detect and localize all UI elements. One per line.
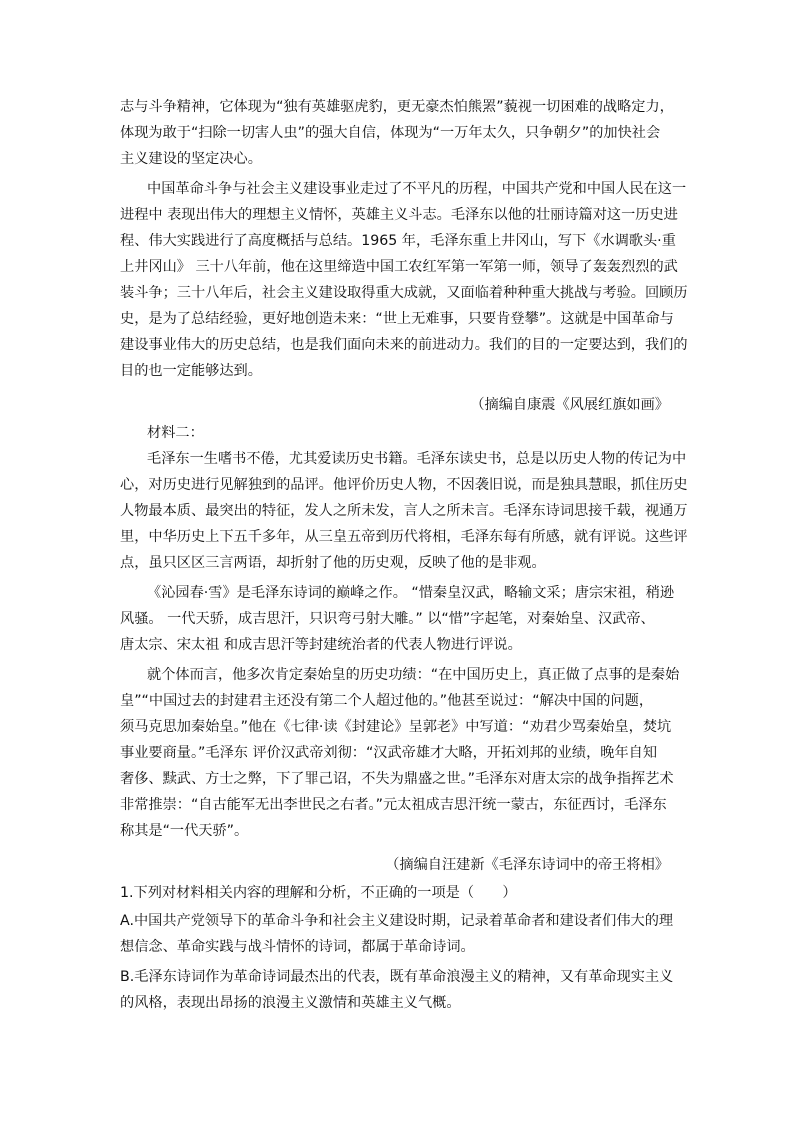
paragraph-line: 体现为敢于“扫除一切害人虫”的强大自信，体现为“一万年太久，只争朝夕”的加快社会 — [120, 125, 661, 141]
paragraph-line: 建设事业伟大的历史总结，也是我们面向未来的前进动力。我们的目的一定要达到，我们的 — [120, 337, 688, 353]
paragraph-line: 就个体而言，他多次肯定秦始皇的历史功绩：“在中国历史上，真正做了点事的是秦始 — [147, 667, 680, 683]
paragraph-line: 志与斗争精神，它体现为“独有英雄驱虎豹，更无豪杰怕熊罴”藐视一切困难的战略定力， — [120, 99, 674, 115]
paragraph-line: 事业要商量。”毛泽东 评价汉武帝刘彻：“汉武帝雄才大略，开拓刘邦的业绩，晚年自知 — [120, 745, 658, 761]
paragraph-line: 称其是“一代天骄”。 — [120, 823, 249, 839]
option-b: 的风格，表现出昂扬的浪漫主义激情和英雄主义气概。 — [120, 995, 461, 1011]
paragraph-line: 《沁园春·雪》是毛泽东诗词的巅峰之作。 “惜秦皇汉武，略输文采；唐宗宋祖，稍逊 — [147, 585, 675, 601]
option-a: 想信念、革命实践与战斗情怀的诗词，都属于革命诗词。 — [120, 939, 475, 955]
paragraph-line: 奢侈、黩武、方士之弊，下了罪己诏，不失为鼎盛之世。”毛泽东对唐太宗的战争指挥艺术 — [120, 771, 674, 787]
paragraph-line: 毛泽东一生嗜书不倦，尤其爱读历史书籍。毛泽东读史书，总是以历史人物的传记为中 — [147, 451, 687, 467]
paragraph-line: 须马克思加秦始皇。”他在《七律·读《封建论》呈郭老》中写道：“劝君少骂秦始皇，焚坑 — [120, 719, 672, 735]
paragraph-line: 中国革命斗争与社会主义建设事业走过了不平凡的历程，中国共产党和中国人民在这一 — [147, 181, 687, 197]
paragraph-line: 目的也一定能够达到。 — [120, 363, 262, 379]
paragraph-line: 唐太宗、宋太祖 和成吉思汗等封建统治者的代表人物进行评说。 — [120, 637, 522, 653]
source-citation: （摘编自汪建新《毛泽东诗词中的帝王将相》 — [385, 857, 669, 873]
paragraph-line: 程、伟大实践进行了高度概括与总结。1965 年，毛泽东重上井冈山，写下《水调歌头·重 — [120, 233, 676, 249]
option-b: B.毛泽东诗词作为革命诗词最杰出的代表，既有革命浪漫主义的精神，又有革命现实主义 — [120, 969, 674, 985]
paragraph-line: 主义建设的坚定决心。 — [120, 151, 262, 167]
paragraph-line: 史，是为了总结经验，更好地创造未来：“世上无难事，只要肯登攀”。这就是中国革命与 — [120, 311, 674, 327]
source-citation: （摘编自康震《风展红旗如画》 — [470, 397, 669, 413]
paragraph-line: 上井冈山》 三十八年前，他在这里缔造中国工农红军第一军第一师，领导了轰轰烈烈的武 — [120, 259, 678, 275]
paragraph-line: 里，中华历史上下五千多年，从三皇五帝到历代将相，毛泽东每有所感，就有评说。这些评 — [120, 529, 688, 545]
paragraph-line: 进程中 表现出伟大的理想主义情怀，英雄主义斗志。毛泽东以他的壮丽诗篇对这一历史进 — [120, 207, 678, 223]
paragraph-line: 皇”“中国过去的封建君主还没有第二个人超过他的。”他甚至说过：“解决中国的问题， — [120, 693, 654, 709]
paragraph-line: 点，虽只区区三言两语，却折射了他的历史观，反映了他的是非观。 — [120, 555, 546, 571]
paragraph-line: 非常推崇：“自古能军无出李世民之右者。”元太祖成吉思汗统一蒙古，东征西讨，毛泽东 — [120, 797, 667, 813]
paragraph-line: 心，对历史进行见解独到的品评。他评价历史人物，不因袭旧说，而是独具慧眼，抓住历史 — [120, 477, 688, 493]
paragraph-line: 装斗争；三十八年后，社会主义建设取得重大成就，又面临着种种重大挑战与考验。回顾历 — [120, 285, 688, 301]
paragraph-line: 人物最本质、最突出的特征，发人之所未发，言人之所未言。毛泽东诗词思接千载，视通万 — [120, 503, 688, 519]
paragraph-line: 风骚。 一代天骄，成吉思汗，只识弯弓射大雕。” 以“惜”字起笔，对秦始皇、汉武帝、 — [120, 611, 655, 627]
option-a: A.中国共产党领导下的革命斗争和社会主义建设时期，记录着革命者和建设者们伟大的理 — [120, 913, 674, 929]
section-heading: 材料二： — [147, 425, 204, 441]
question-stem: 1.下列对材料相关内容的理解和分析，不正确的一项是（ ） — [120, 885, 517, 901]
